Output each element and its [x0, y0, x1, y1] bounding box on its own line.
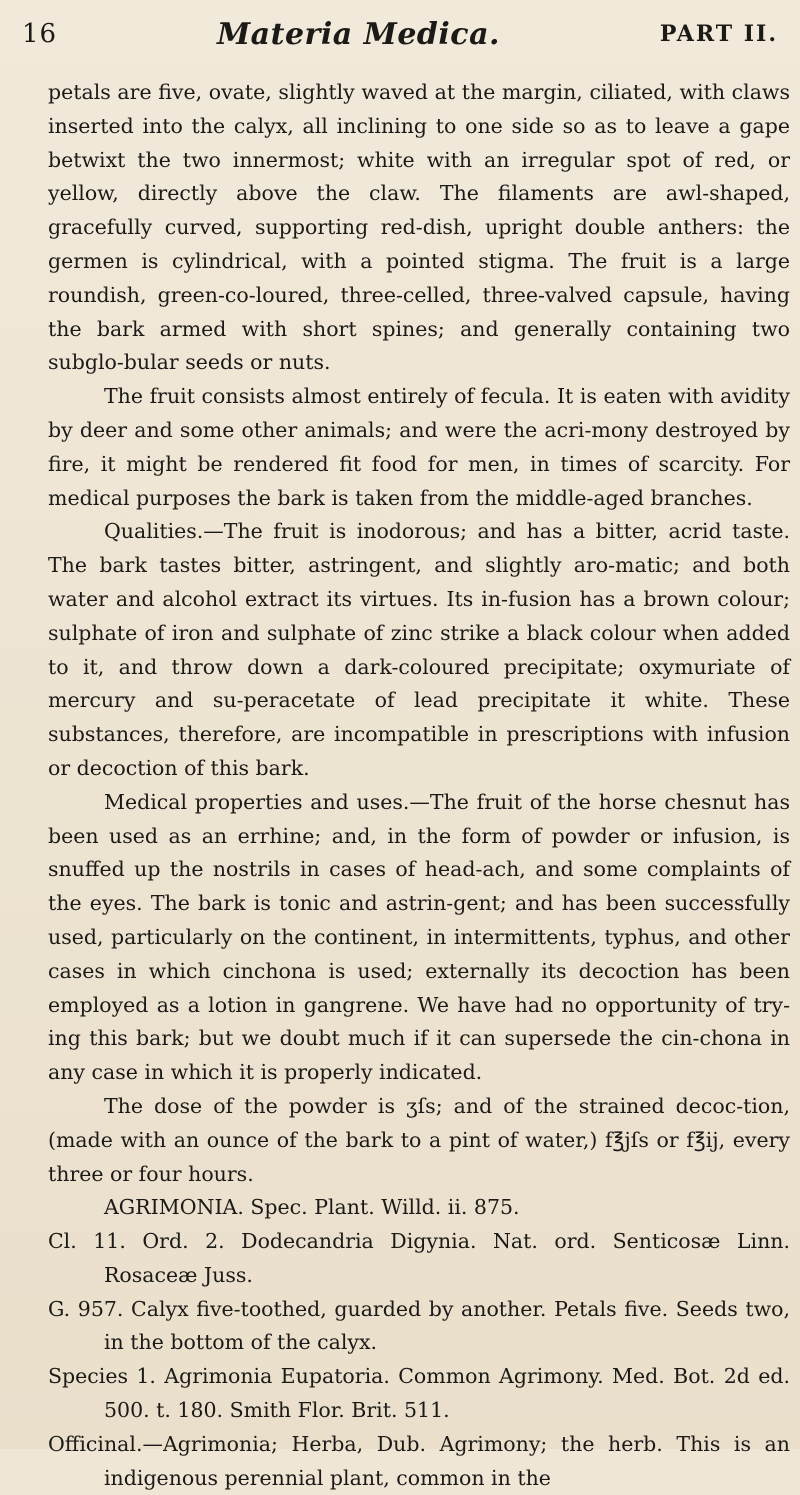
paragraph-fruit: The fruit consists almost entirely of fecula. It is eaten with avidity by deer and some other animals; and were the acri-mony destroyed by fire, it might be rendered fit food for men, in times of scarcity. For medical purposes the bark is taken from the middle-aged branches.	[48, 384, 790, 510]
paragraph-medical-properties: Medical properties and uses.—The fruit of the horse chesnut has been used as an errhine; and, in the form of powder or infusion, is snuffed up the nostrils in cases of head-ach, and some complaints of the eyes. The bark is tonic and astrin-gent; and has been successfully used, particularly on the continent, in intermittents, typhus, and other cases in which cinchona is used; externally its decoction has been employed as a lotion in gangrene. We have had no opportunity of try-ing this bark; but we doubt much if it can supersede the cin-chona in any case in which it is properly indicated.	[48, 789, 790, 1085]
page-header	[22, 14, 778, 54]
part-label: PART II.	[659, 21, 778, 47]
classification-line: Cl. 11. Ord. 2. Dodecandria Digynia. Nat. ord. Senticosæ Linn. Rosaceæ Juss.	[48, 1229, 790, 1287]
body-text	[48, 76, 790, 1495]
officinal-line: Officinal.—Agrimonia; Herba, Dub. Agrimony; the herb. This is an indigenous perennial plant, common in the	[48, 1431, 790, 1490]
heading-agrimonia: AGRIMONIA. Spec. Plant. Willd. ii. 875.	[104, 1195, 520, 1220]
paragraph-dose: The dose of the powder is ʒſs; and of the strained decoc-tion, (made with an ounce of the bark to a pint of water,) f℥jſs or f℥ij, every three or four hours.	[48, 1093, 790, 1186]
page-number: 16	[22, 19, 58, 49]
genus-description: G. 957. Calyx five-toothed, guarded by another. Petals five. Seeds two, in the bottom of the calyx.	[48, 1296, 790, 1355]
running-title: Materia Medica.	[216, 16, 500, 52]
paragraph-qualities: Qualities.—The fruit is inodorous; and has a bitter, acrid taste. The bark tastes bitter, astringent, and slightly aro-matic; and both water and alcohol extract its virtues. Its in-fusion has a brown colour; sulphate of iron and sulphate of zinc strike a black colour when added to it, and throw down a dark-coloured precipitate; oxymuriate of mercury and su-peracetate of lead precipitate it white. These substances, therefore, are incompatible in prescriptions with infusion or decoction of this bark.	[48, 519, 790, 780]
species-line: Species 1. Agrimonia Eupatoria. Common Agrimony. Med. Bot. 2d ed. 500. t. 180. Smith Flor. Brit. 511.	[48, 1364, 790, 1423]
paragraph-petals: petals are five, ovate, slightly waved at the margin, ciliated, with claws inserted into the calyx, all inclining to one side so as to leave a gape betwixt the two innermost; white with an irregular spot of red, or yellow, directly above the claw. The filaments are awl-shaped, gracefully curved, supporting red-dish, upright double anthers: the germen is cylindrical, with a pointed stigma. The fruit is a large roundish, green-co-loured, three-celled, three-valved capsule, having the bark armed with short spines; and generally containing two subglo-bular seeds or nuts.	[48, 80, 790, 375]
